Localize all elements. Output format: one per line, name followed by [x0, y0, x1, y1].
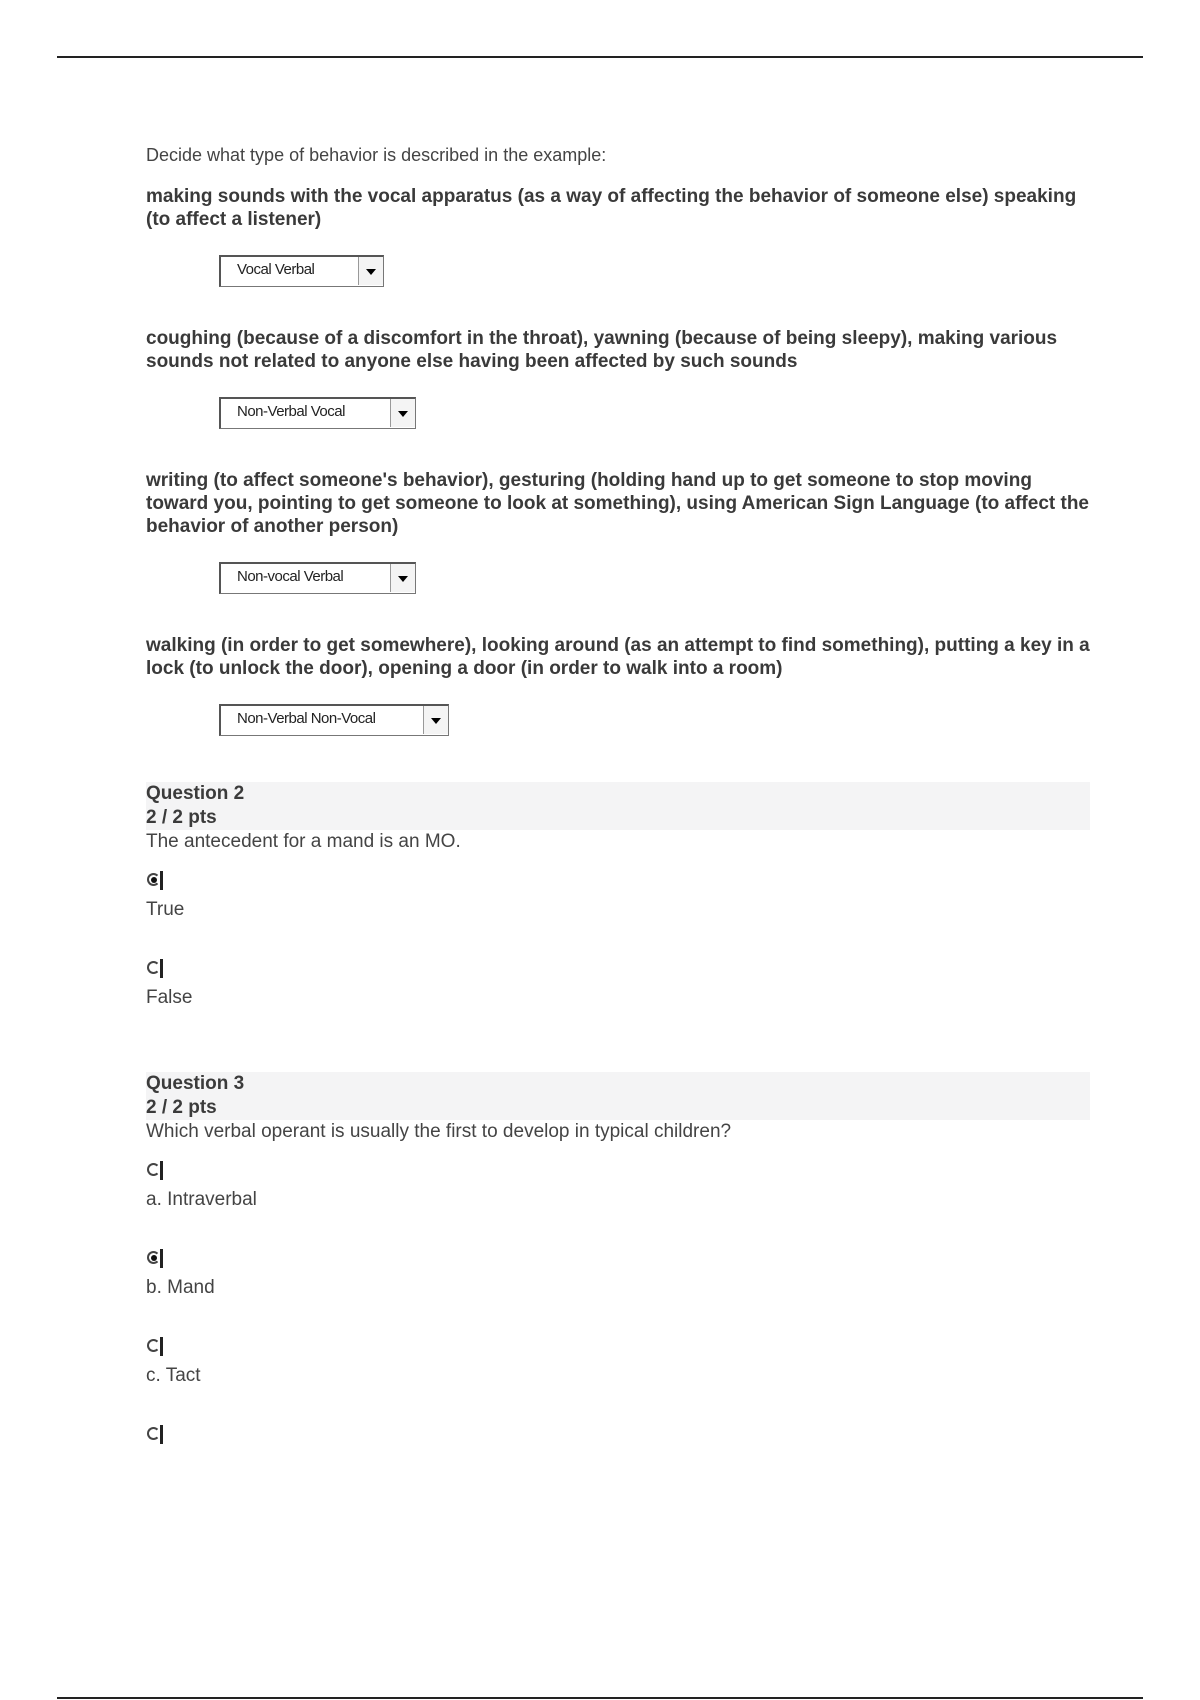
option-c[interactable]: [146, 1337, 1090, 1387]
select-value: Non-Verbal Vocal: [237, 403, 345, 420]
option-false[interactable]: [146, 959, 1090, 1009]
option-label: False: [146, 987, 193, 1008]
radio-empty-icon[interactable]: [146, 1161, 168, 1181]
option-label: c. Tact: [146, 1365, 201, 1386]
option-b[interactable]: [146, 1249, 1090, 1299]
select-value: Non-vocal Verbal: [237, 568, 344, 585]
radio-selected-icon[interactable]: [146, 1249, 168, 1269]
answer-select-2[interactable]: [219, 397, 416, 429]
prompt-2: coughing (because of a discomfort in the throat), yawning (because of being sleepy), making various sounds not related to anyone else having been affected by such sounds: [146, 328, 1058, 372]
option-a[interactable]: [146, 1161, 1090, 1211]
prompt-4: walking (in order to get somewhere), looking around (as an attempt to find something), putting a key in a lock (to unlock the door), opening a door (in order to walk into a room): [146, 635, 1090, 679]
option-label: b. Mand: [146, 1277, 215, 1298]
option-d[interactable]: [146, 1425, 1090, 1445]
question3-points: 2 / 2 pts: [146, 1097, 217, 1118]
bottom-rule: [57, 1697, 1143, 1699]
dropdown-arrow-icon[interactable]: [390, 564, 415, 592]
select-value: Non-Verbal Non-Vocal: [237, 710, 376, 727]
option-true[interactable]: [146, 871, 1090, 921]
question2-title: Question 2: [146, 783, 245, 804]
top-rule: [57, 56, 1143, 58]
dropdown-arrow-icon[interactable]: [390, 399, 415, 427]
question2-text: The antecedent for a mand is an MO.: [146, 831, 461, 852]
quiz-content: [146, 145, 1090, 1445]
question2-points: 2 / 2 pts: [146, 807, 217, 828]
question3-title: Question 3: [146, 1073, 245, 1094]
radio-empty-icon[interactable]: [146, 959, 168, 979]
radio-empty-icon[interactable]: [146, 1337, 168, 1357]
question3-header: [146, 1072, 1090, 1120]
answer-select-3[interactable]: [219, 562, 416, 594]
question1-intro: Decide what type of behavior is described in the example:: [146, 145, 607, 165]
dropdown-arrow-icon[interactable]: [423, 706, 448, 734]
question2-header: [146, 782, 1090, 830]
select-value: Vocal Verbal: [237, 261, 315, 278]
answer-select-4[interactable]: [219, 704, 449, 736]
radio-selected-icon[interactable]: [146, 871, 168, 891]
option-label: True: [146, 899, 185, 920]
dropdown-arrow-icon[interactable]: [358, 257, 383, 285]
question3-text: Which verbal operant is usually the first to develop in typical children?: [146, 1121, 732, 1142]
radio-empty-icon[interactable]: [146, 1425, 168, 1445]
answer-select-1[interactable]: [219, 255, 384, 287]
option-label: a. Intraverbal: [146, 1189, 257, 1210]
prompt-1: making sounds with the vocal apparatus (as a way of affecting the behavior of someone else) speaking (to affect a listener): [146, 186, 1077, 230]
prompt-3: writing (to affect someone's behavior), gesturing (holding hand up to get someone to stop moving toward you, pointing to get someone to look at something), using American Sign Language (to affect the behavior of another person): [146, 470, 1089, 537]
